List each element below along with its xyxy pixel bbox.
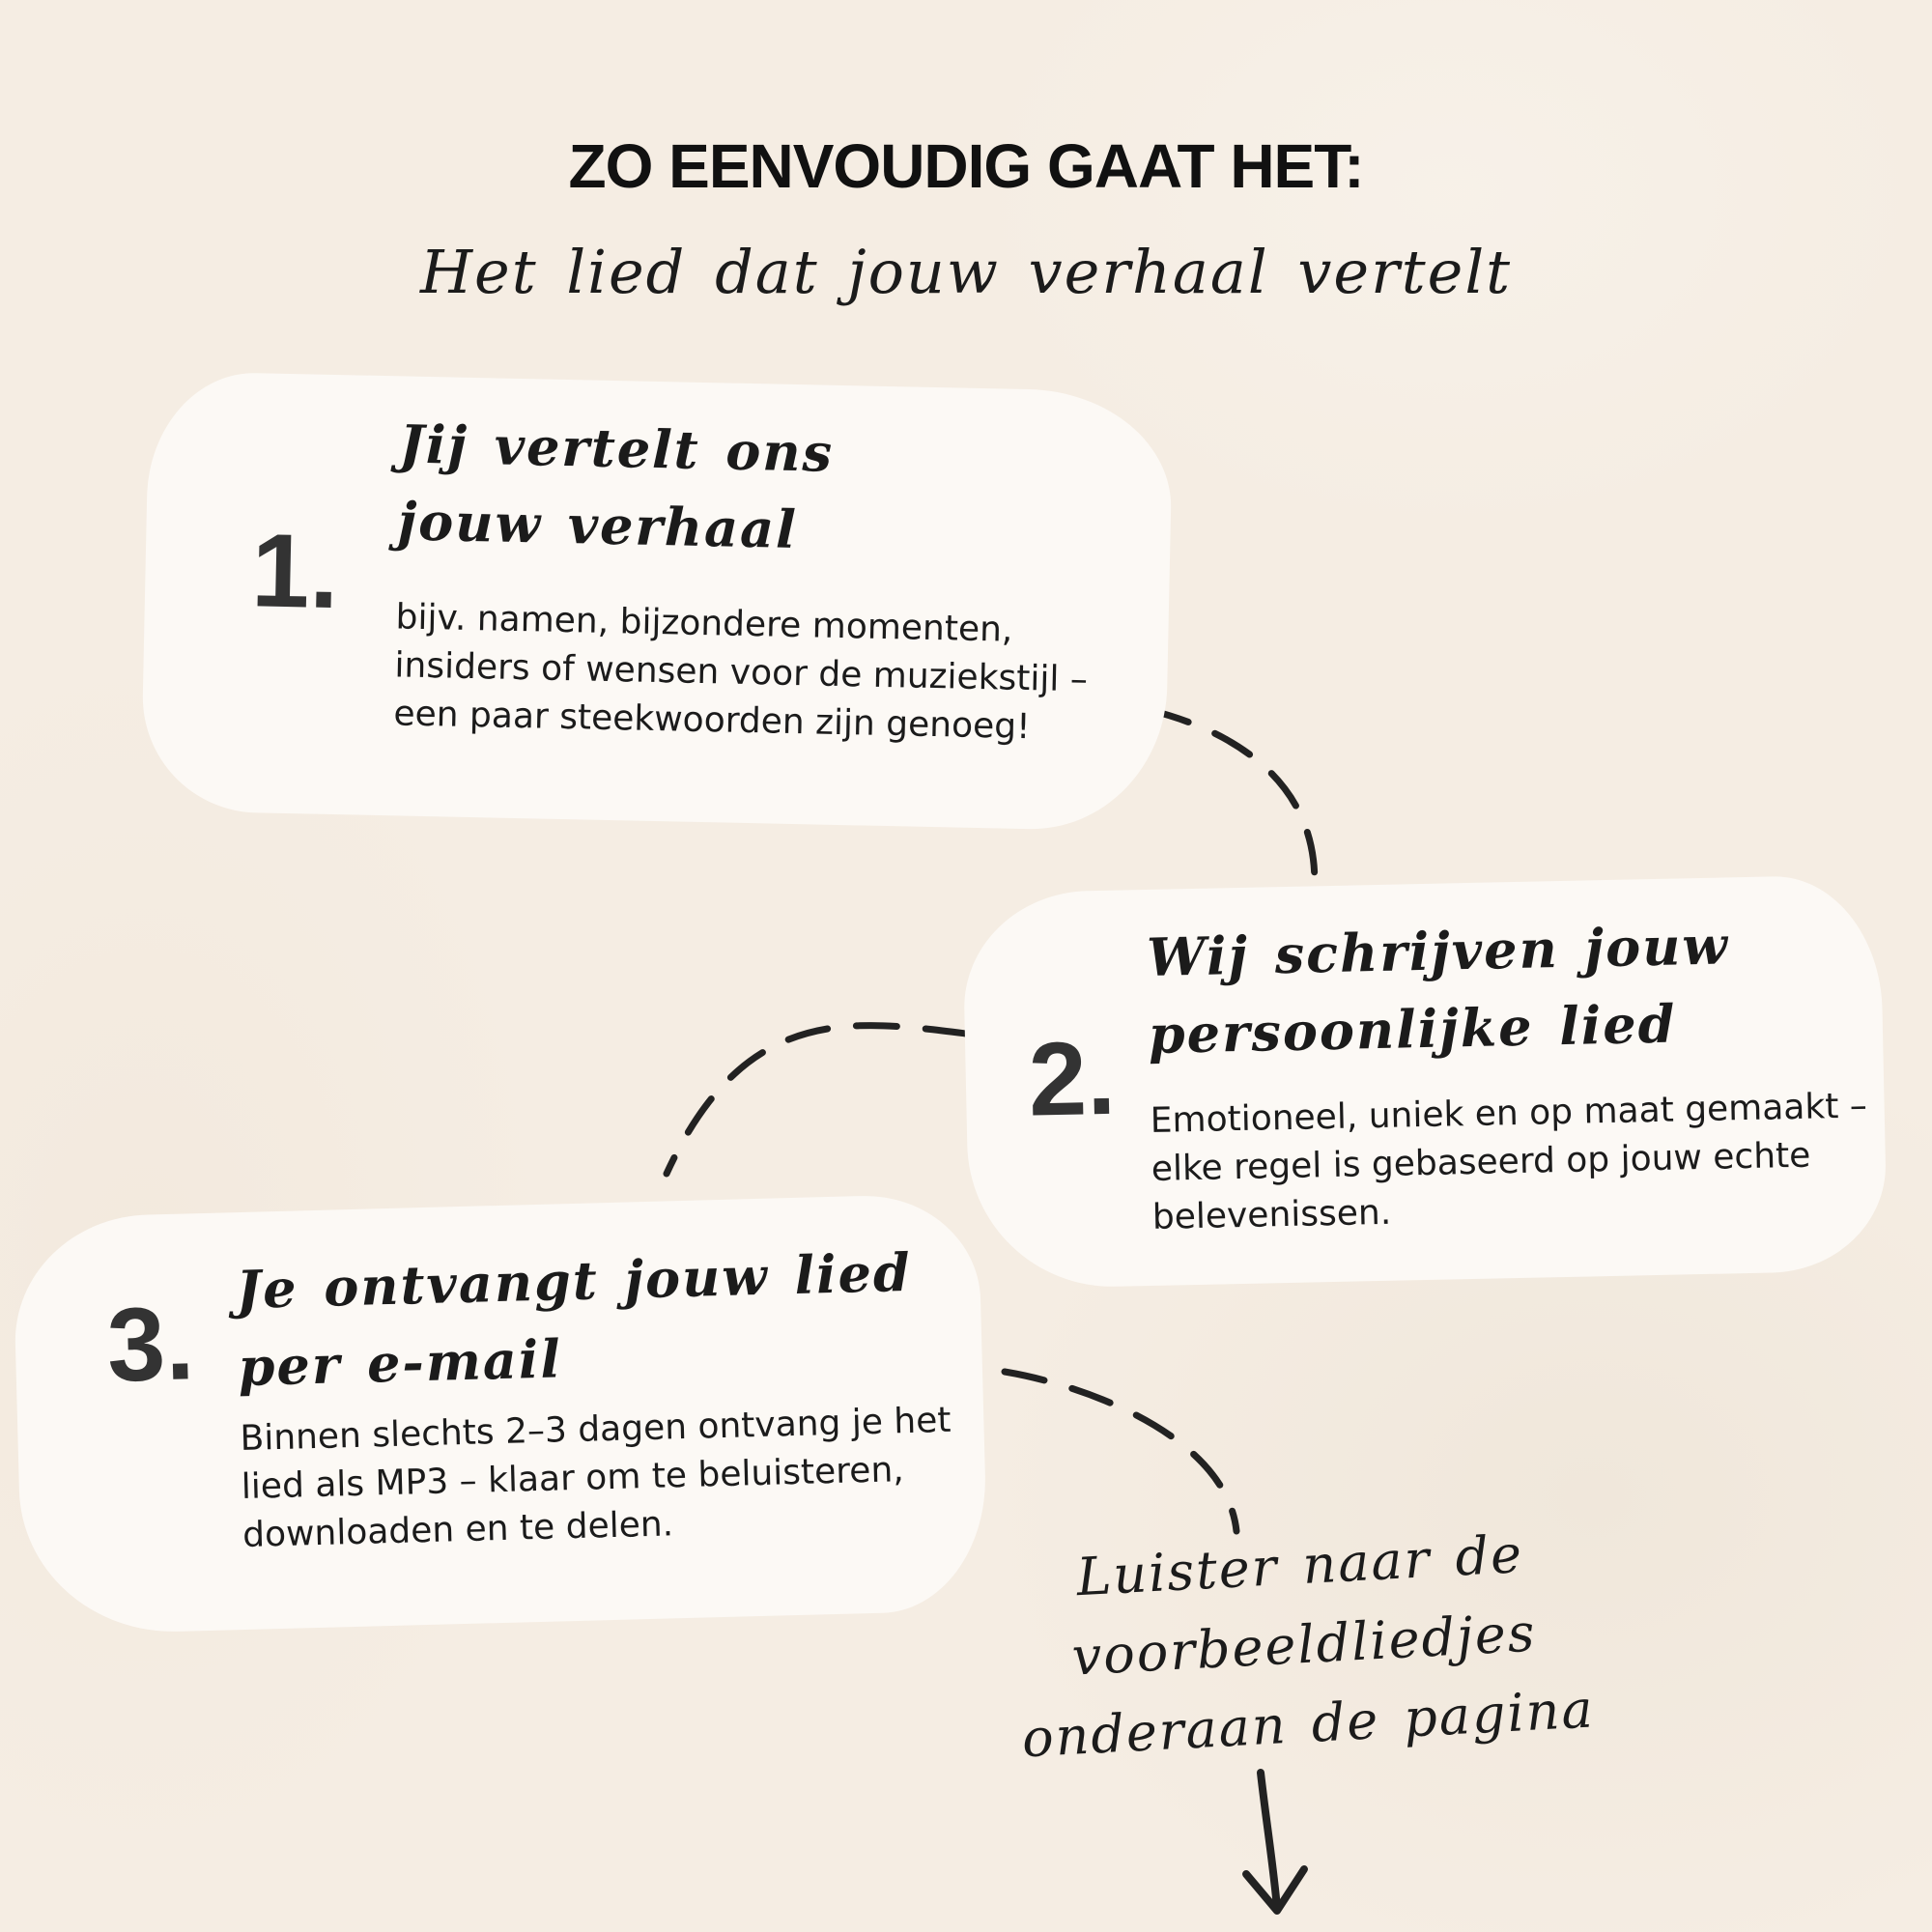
step-description: Emotioneel, uniek en op maat gemaakt – elke regel is gebaseerd op jouw echte belevenissen. (1150, 1086, 1868, 1237)
page-subtitle: Het lied dat jouw verhaal vertelt (419, 237, 1513, 307)
step-title: Jij vertelt ons jouw verhaal (397, 412, 835, 561)
arrow-down-icon (1246, 1773, 1304, 1911)
step-number: 2. (1027, 1018, 1118, 1138)
step-description: bijv. namen, bijzondere momenten, insiders of wensen voor de muziekstijl – een paar steekwoorden zijn genoeg! (393, 597, 1089, 748)
step-description: Binnen slechts 2–3 dagen ontvang je het lied als MP3 – klaar om te beluisteren, downloaden en te delen. (240, 1400, 952, 1556)
step-title: Je ontvangt jouw lied per e-mail (235, 1240, 913, 1399)
dashed-curve-icon (1005, 1372, 1236, 1531)
page-title: ZO EENVOUDIG GAAT HET: (568, 131, 1364, 201)
dashed-curve-icon (1150, 710, 1315, 898)
step-card-2 (962, 874, 1888, 1290)
step-number: 1. (250, 511, 340, 631)
dashed-curve-icon (667, 1026, 966, 1174)
step-card-1 (140, 371, 1173, 832)
step-number: 3. (105, 1284, 196, 1404)
listen-samples-note: Luister naar de voorbeeldliedjes onderaan de pagina (1020, 1523, 1597, 1770)
step-card-3 (13, 1193, 989, 1635)
step-title: Wij schrijven jouw persoonlijke lied (1146, 914, 1730, 1065)
